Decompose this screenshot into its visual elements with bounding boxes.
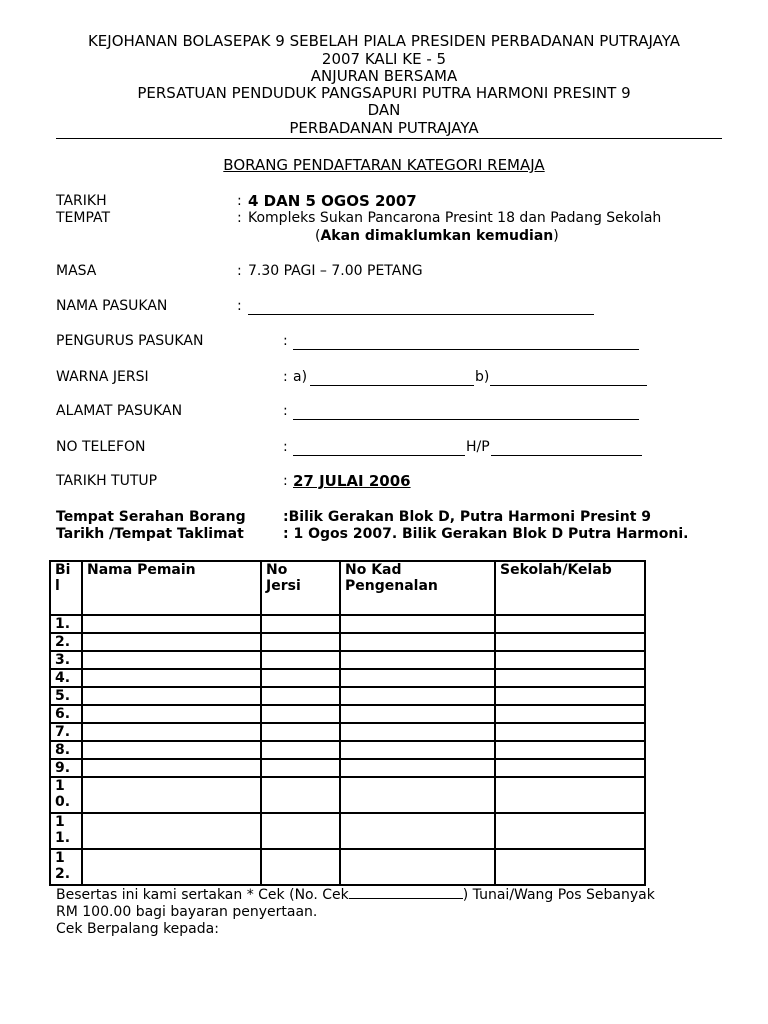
header-line-4: PERSATUAN PENDUDUK PANGSAPURI PUTRA HARMONI PRESINT 9 <box>137 84 631 102</box>
row-number: 6. <box>50 705 82 723</box>
tempat-label: TEMPAT <box>56 210 111 226</box>
ic-number-cell[interactable] <box>340 723 495 741</box>
tempat-note-text: Akan dimaklumkan kemudian <box>320 228 554 244</box>
player-name-cell[interactable] <box>82 777 261 813</box>
col-header-jersi: No Jersi <box>261 561 340 615</box>
footer-line-2: RM 100.00 bagi bayaran penyertaan. <box>56 904 318 920</box>
ic-number-cell[interactable] <box>340 813 495 849</box>
player-name-cell[interactable] <box>82 615 261 633</box>
ic-number-cell[interactable] <box>340 615 495 633</box>
ic-number-cell[interactable] <box>340 705 495 723</box>
school-club-cell[interactable] <box>495 723 645 741</box>
row-number: 4. <box>50 669 82 687</box>
school-club-cell[interactable] <box>495 759 645 777</box>
jersey-number-cell[interactable] <box>261 777 340 813</box>
tarikh-tutup-value: 27 JULAI 2006 <box>293 472 411 490</box>
row-number: 9. <box>50 759 82 777</box>
ic-number-cell[interactable] <box>340 651 495 669</box>
telefon-colon: : <box>283 439 288 455</box>
ic-number-cell[interactable] <box>340 849 495 885</box>
warna-jersi-colon: : <box>283 369 288 385</box>
tempat-note: (Akan dimaklumkan kemudian) <box>315 228 559 244</box>
tarikh-value: 4 DAN 5 OGOS 2007 <box>248 192 417 210</box>
alamat-label: ALAMAT PASUKAN <box>56 403 183 419</box>
ic-number-cell[interactable] <box>340 741 495 759</box>
telefon-label: NO TELEFON <box>56 439 146 455</box>
warna-b-field[interactable] <box>490 385 647 386</box>
footer-line-3: Cek Berpalang kepada: <box>56 921 219 937</box>
table-row <box>50 777 645 813</box>
row-number: 1 1. <box>50 813 82 849</box>
masa-value: 7.30 PAGI – 7.00 PETANG <box>248 263 423 279</box>
telefon-hp-field[interactable] <box>491 455 642 456</box>
tarikh-colon: : <box>237 193 242 209</box>
jersey-number-cell[interactable] <box>261 687 340 705</box>
table-row <box>50 687 645 705</box>
cek-number-field[interactable] <box>349 886 463 899</box>
school-club-cell[interactable] <box>495 777 645 813</box>
col-header-bil: Bi l <box>50 561 82 615</box>
row-number: 2. <box>50 633 82 651</box>
table-row <box>50 723 645 741</box>
jersey-number-cell[interactable] <box>261 669 340 687</box>
masa-label: MASA <box>56 263 97 279</box>
telefon-hp-label: H/P <box>466 439 490 455</box>
warna-jersi-label: WARNA JERSI <box>56 369 149 385</box>
header-divider <box>56 138 722 139</box>
row-number: 1 2. <box>50 849 82 885</box>
ic-number-cell[interactable] <box>340 759 495 777</box>
header-line-5: DAN <box>367 101 401 119</box>
pengurus-label: PENGURUS PASUKAN <box>56 333 204 349</box>
taklimat-value-text: 1 Ogos 2007. Bilik Gerakan Blok D Putra Harmoni. <box>293 526 689 542</box>
school-club-cell[interactable] <box>495 705 645 723</box>
school-club-cell[interactable] <box>495 669 645 687</box>
nama-pasukan-colon: : <box>237 298 242 314</box>
jersey-number-cell[interactable] <box>261 651 340 669</box>
player-name-cell[interactable] <box>82 741 261 759</box>
table-row <box>50 669 645 687</box>
header-line-3: ANJURAN BERSAMA <box>310 67 458 85</box>
player-name-cell[interactable] <box>82 669 261 687</box>
school-club-cell[interactable] <box>495 741 645 759</box>
serahan-value-text: Bilik Gerakan Blok D, Putra Harmoni Presint 9 <box>288 509 652 525</box>
row-number: 1 0. <box>50 777 82 813</box>
serahan-value: :Bilik Gerakan Blok D, Putra Harmoni Presint 9 <box>283 509 652 525</box>
school-club-cell[interactable] <box>495 633 645 651</box>
tarikh-tutup-label: TARIKH TUTUP <box>56 473 158 489</box>
ic-number-cell[interactable] <box>340 687 495 705</box>
ic-number-cell[interactable] <box>340 777 495 813</box>
row-number: 5. <box>50 687 82 705</box>
pengurus-field[interactable] <box>293 349 639 350</box>
header-line-2: 2007 KALI KE - 5 <box>321 50 447 68</box>
school-club-cell[interactable] <box>495 687 645 705</box>
taklimat-label: Tarikh /Tempat Taklimat <box>56 526 244 542</box>
row-number: 1. <box>50 615 82 633</box>
col-header-ic: No Kad Pengenalan <box>340 561 495 615</box>
pengurus-colon: : <box>283 333 288 349</box>
tempat-value: Kompleks Sukan Pancarona Presint 18 dan Padang Sekolah <box>248 210 662 226</box>
form-title: BORANG PENDAFTARAN KATEGORI REMAJA <box>223 156 545 174</box>
player-name-cell[interactable] <box>82 651 261 669</box>
serahan-label: Tempat Serahan Borang <box>56 509 246 525</box>
footer-line-1a: Besertas ini kami sertakan * Cek (No. Cek <box>56 887 349 903</box>
player-name-cell[interactable] <box>82 687 261 705</box>
warna-a-field[interactable] <box>310 385 474 386</box>
player-name-cell[interactable] <box>82 849 261 885</box>
ic-number-cell[interactable] <box>340 633 495 651</box>
tarikh-tutup-colon: : <box>283 473 288 489</box>
alamat-field[interactable] <box>293 419 639 420</box>
jersey-number-cell[interactable] <box>261 705 340 723</box>
school-club-cell[interactable] <box>495 615 645 633</box>
header-line-1: KEJOHANAN BOLASEPAK 9 SEBELAH PIALA PRESIDEN PERBADANAN PUTRAJAYA <box>87 32 681 50</box>
ic-number-cell[interactable] <box>340 669 495 687</box>
taklimat-value: : 1 Ogos 2007. Bilik Gerakan Blok D Putra Harmoni. <box>283 526 689 542</box>
tarikh-label: TARIKH <box>56 193 107 209</box>
nama-pasukan-field[interactable] <box>248 314 594 315</box>
school-club-cell[interactable] <box>495 651 645 669</box>
table-row <box>50 705 645 723</box>
table-row <box>50 813 645 849</box>
player-name-cell[interactable] <box>82 723 261 741</box>
table-row <box>50 651 645 669</box>
jersey-number-cell[interactable] <box>261 723 340 741</box>
col-header-nama: Nama Pemain <box>82 561 261 615</box>
table-header-row <box>50 561 645 615</box>
row-number: 3. <box>50 651 82 669</box>
player-name-cell[interactable] <box>82 633 261 651</box>
jersey-number-cell[interactable] <box>261 633 340 651</box>
row-number: 7. <box>50 723 82 741</box>
jersey-number-cell[interactable] <box>261 849 340 885</box>
tempat-colon: : <box>237 210 242 226</box>
table-row <box>50 741 645 759</box>
player-name-cell[interactable] <box>82 813 261 849</box>
col-header-sekolah: Sekolah/Kelab <box>495 561 645 615</box>
players-table <box>49 560 646 886</box>
player-name-cell[interactable] <box>82 759 261 777</box>
alamat-colon: : <box>283 403 288 419</box>
jersey-number-cell[interactable] <box>261 759 340 777</box>
warna-b-label: b) <box>475 369 490 385</box>
players-body <box>50 615 645 885</box>
row-number: 8. <box>50 741 82 759</box>
jersey-number-cell[interactable] <box>261 741 340 759</box>
table-row <box>50 849 645 885</box>
telefon-field[interactable] <box>293 455 465 456</box>
footer-line-1b: ) Tunai/Wang Pos Sebanyak <box>462 887 655 903</box>
masa-colon: : <box>237 263 242 279</box>
school-club-cell[interactable] <box>495 813 645 849</box>
table-row <box>50 759 645 777</box>
jersey-number-cell[interactable] <box>261 813 340 849</box>
table-row <box>50 615 645 633</box>
school-club-cell[interactable] <box>495 849 645 885</box>
jersey-number-cell[interactable] <box>261 615 340 633</box>
nama-pasukan-label: NAMA PASUKAN <box>56 298 168 314</box>
player-name-cell[interactable] <box>82 705 261 723</box>
header-line-6: PERBADANAN PUTRAJAYA <box>289 119 479 137</box>
warna-a-label: a) <box>293 369 308 385</box>
table-row <box>50 633 645 651</box>
footer-line-1 <box>56 886 655 904</box>
